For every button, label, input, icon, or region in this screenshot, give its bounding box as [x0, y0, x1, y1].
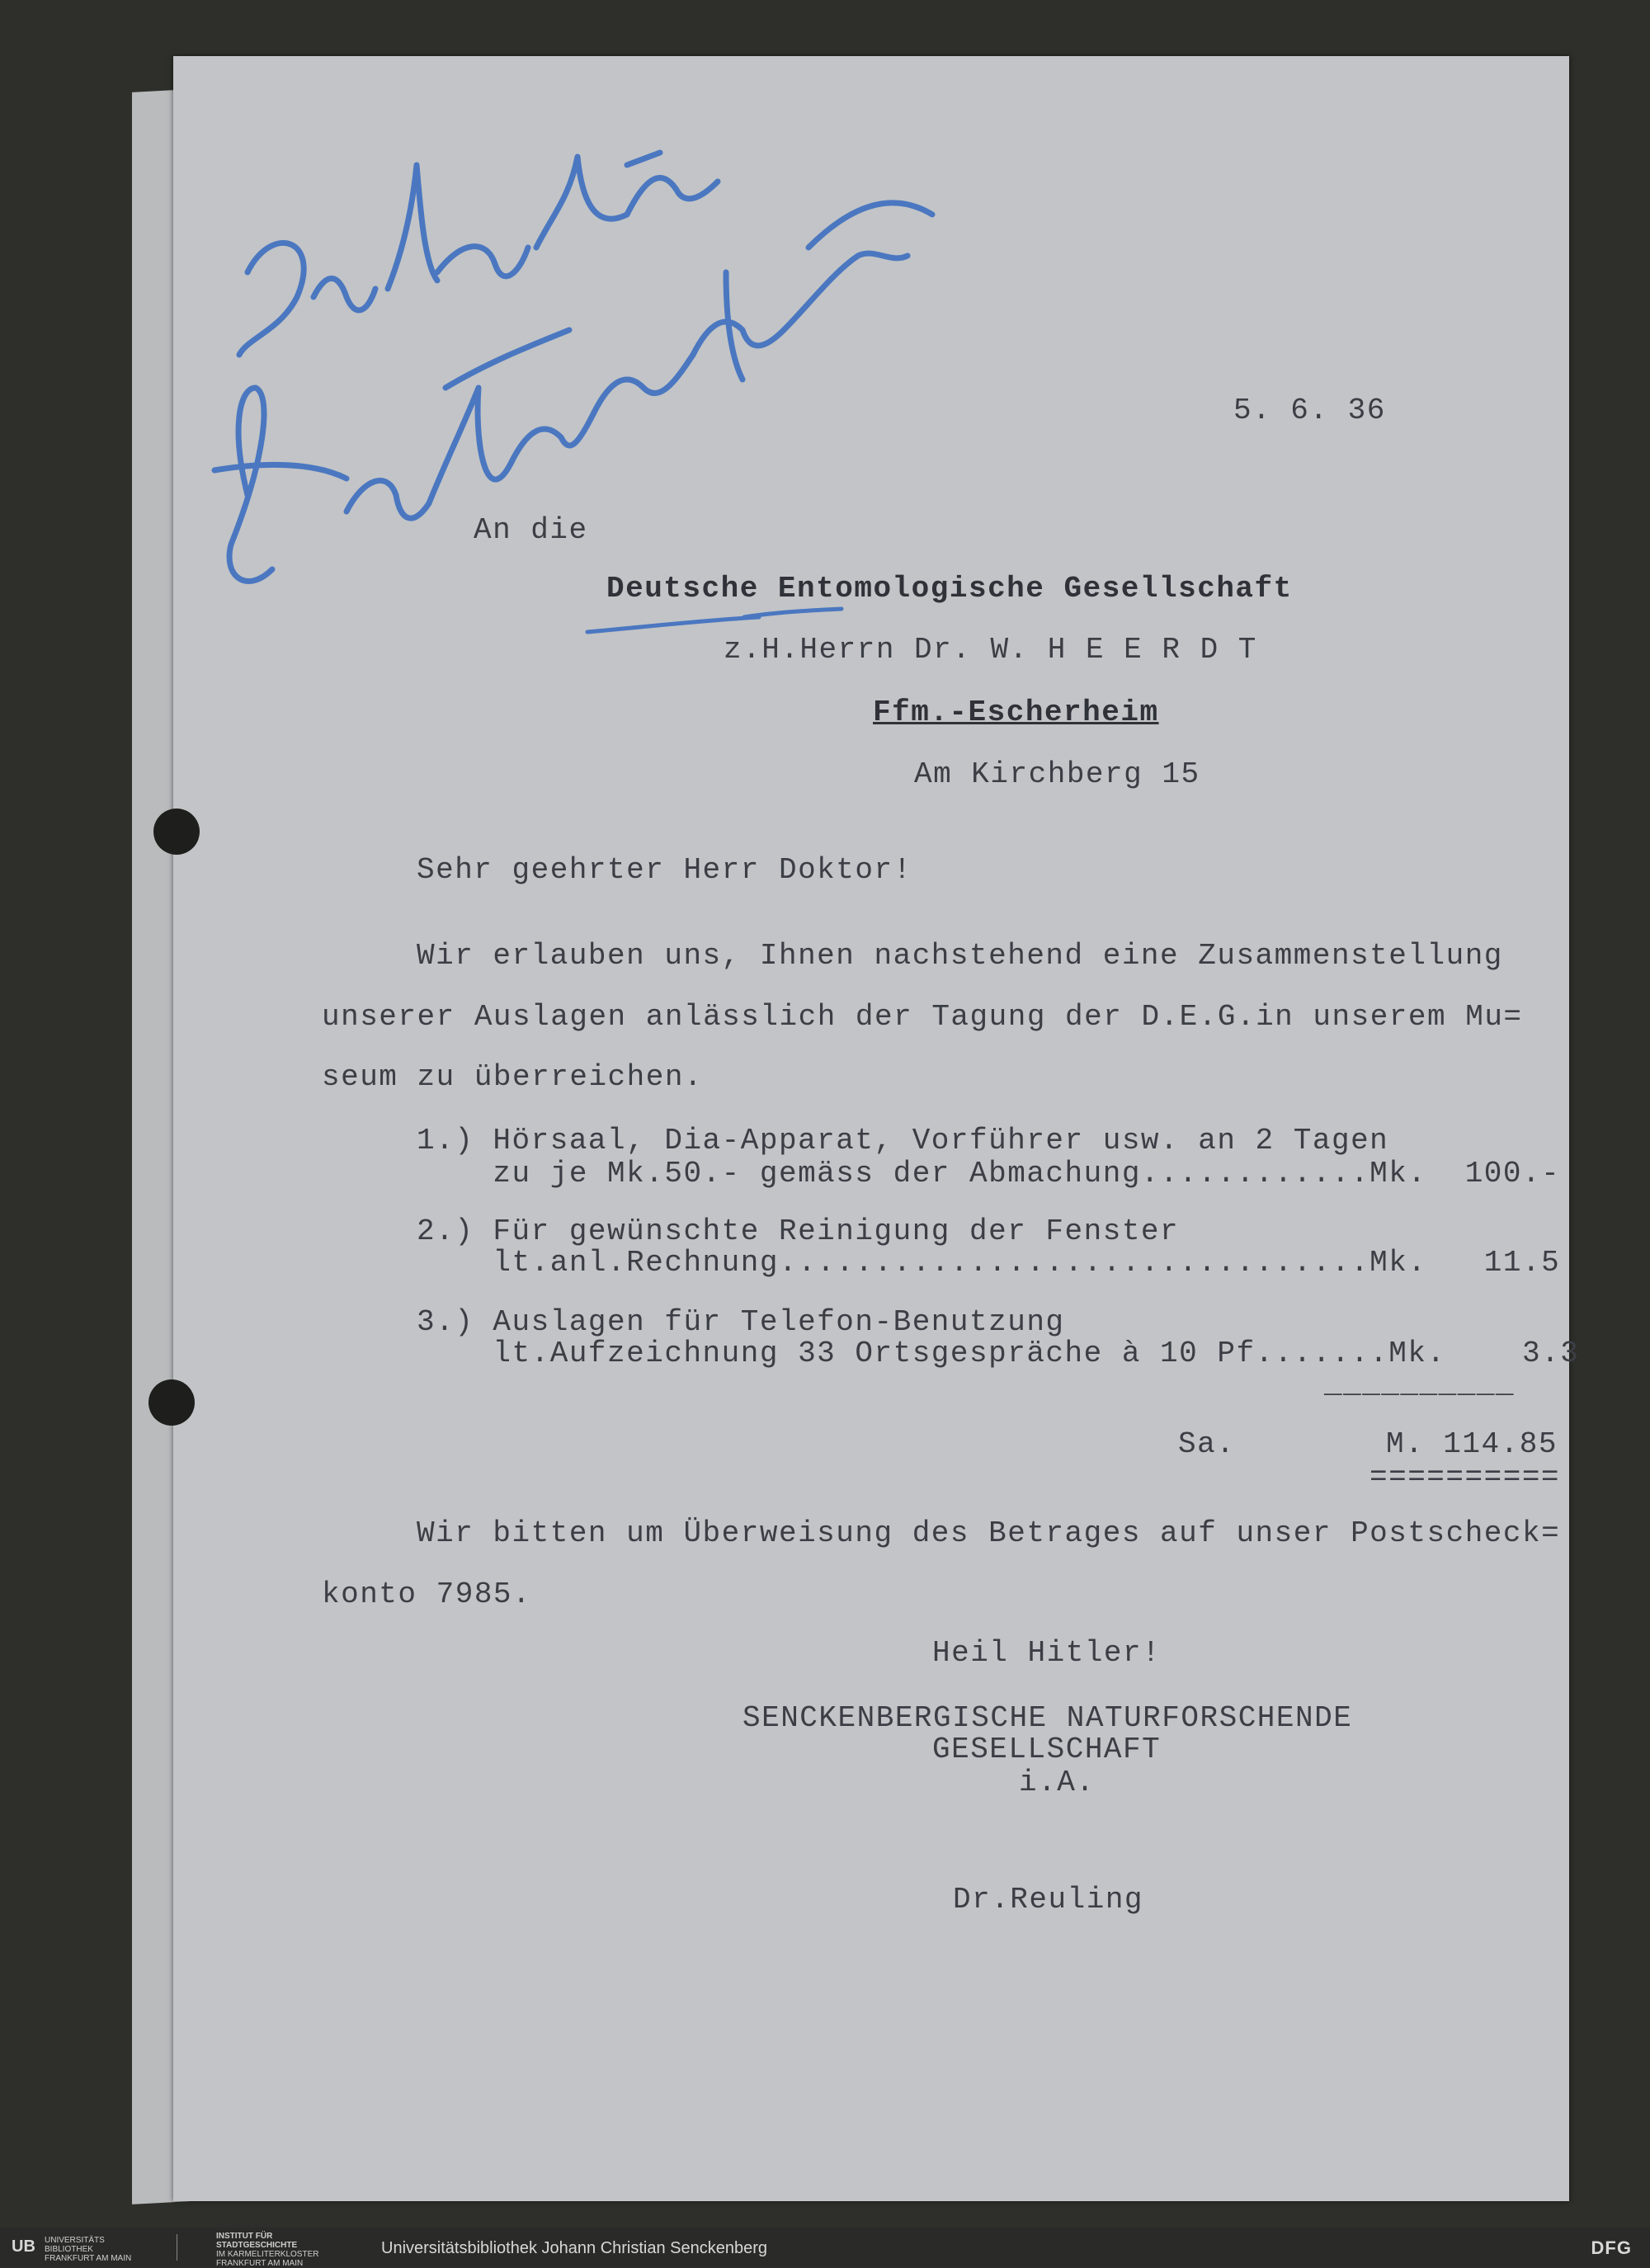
ub-caption-line: UNIVERSITÄTS	[45, 2236, 105, 2245]
salute: Heil Hitler!	[932, 1636, 1162, 1670]
intro-line-2: unserer Auslagen anlässlich der Tagung der D.E.G.in unserem Mu=	[322, 1000, 1523, 1034]
recipient-salutation-line: An die	[474, 513, 588, 547]
footer-bar	[0, 2228, 1650, 2267]
total-rule: __________	[1324, 1367, 1516, 1401]
recipient-district: Ffm.-Escherheim	[873, 695, 1159, 729]
item-3-line-2: lt.Aufzeichnung 33 Ortsgespräche à 10 Pf.......Mk. 3.3	[417, 1337, 1580, 1370]
letter-greeting: Sehr geehrter Herr Doktor!	[417, 853, 912, 887]
ub-caption-line: FRANKFURT AM MAIN	[45, 2254, 132, 2263]
recipient-organization: Deutsche Entomologische Gesellschaft	[606, 572, 1293, 606]
sender-line-3: i.A.	[1019, 1766, 1096, 1799]
isg-caption-line: FRANKFURT AM MAIN	[216, 2259, 304, 2268]
isg-caption-line: STADTGESCHICHTE	[216, 2241, 298, 2250]
item-1-line-1: 1.) Hörsaal, Dia-Apparat, Vorführer usw. an 2 Tagen	[417, 1124, 1389, 1158]
recipient-street: Am Kirchberg 15	[914, 757, 1200, 791]
sender-line-2: GESELLSCHAFT	[932, 1733, 1162, 1766]
ub-caption	[45, 2236, 131, 2263]
item-2-line-1: 2.) Für gewünschte Reinigung der Fenster	[417, 1214, 1180, 1248]
isg-caption-line: INSTITUT FÜR	[216, 2232, 273, 2241]
sender-line-1: SENCKENBERGISCHE NATURFORSCHENDE	[742, 1701, 1353, 1735]
dfg-logo: DFG	[1591, 2237, 1632, 2258]
item-1-line-2: zu je Mk.50.- gemäss der Abmachung............Mk. 100.-	[417, 1157, 1561, 1191]
sum-double-rule: ==========	[1370, 1460, 1561, 1494]
intro-line-1: Wir erlauben uns, Ihnen nachstehend eine Zusammenstellung	[417, 939, 1503, 973]
letter-date: 5. 6. 36	[1233, 394, 1386, 427]
item-3-line-1: 3.) Auslagen für Telefon-Benutzung	[417, 1305, 1065, 1339]
sum-label: Sa.	[1178, 1427, 1236, 1461]
isg-caption-line: IM KARMELITERKLOSTER	[216, 2250, 319, 2259]
closing-line-2: konto 7985.	[322, 1577, 532, 1611]
closing-line-1: Wir bitten um Überweisung des Betrages auf unser Postscheck=	[417, 1516, 1561, 1550]
library-name: Universitätsbibliothek Johann Christian Senckenberg	[381, 2239, 768, 2257]
intro-line-3: seum zu überreichen.	[322, 1060, 704, 1094]
isg-caption	[216, 2232, 318, 2268]
ub-caption-line: BIBLIOTHEK	[45, 2245, 93, 2254]
signature-name: Dr.Reuling	[953, 1883, 1144, 1917]
recipient-attention: z.H.Herrn Dr. W. H E E R D T	[724, 633, 1257, 667]
item-2-line-2: lt.anl.Rechnung...............................Mk. 11.5	[417, 1246, 1561, 1280]
ub-logo: UB	[12, 2237, 35, 2256]
sum-value: M. 114.85	[1386, 1427, 1558, 1461]
